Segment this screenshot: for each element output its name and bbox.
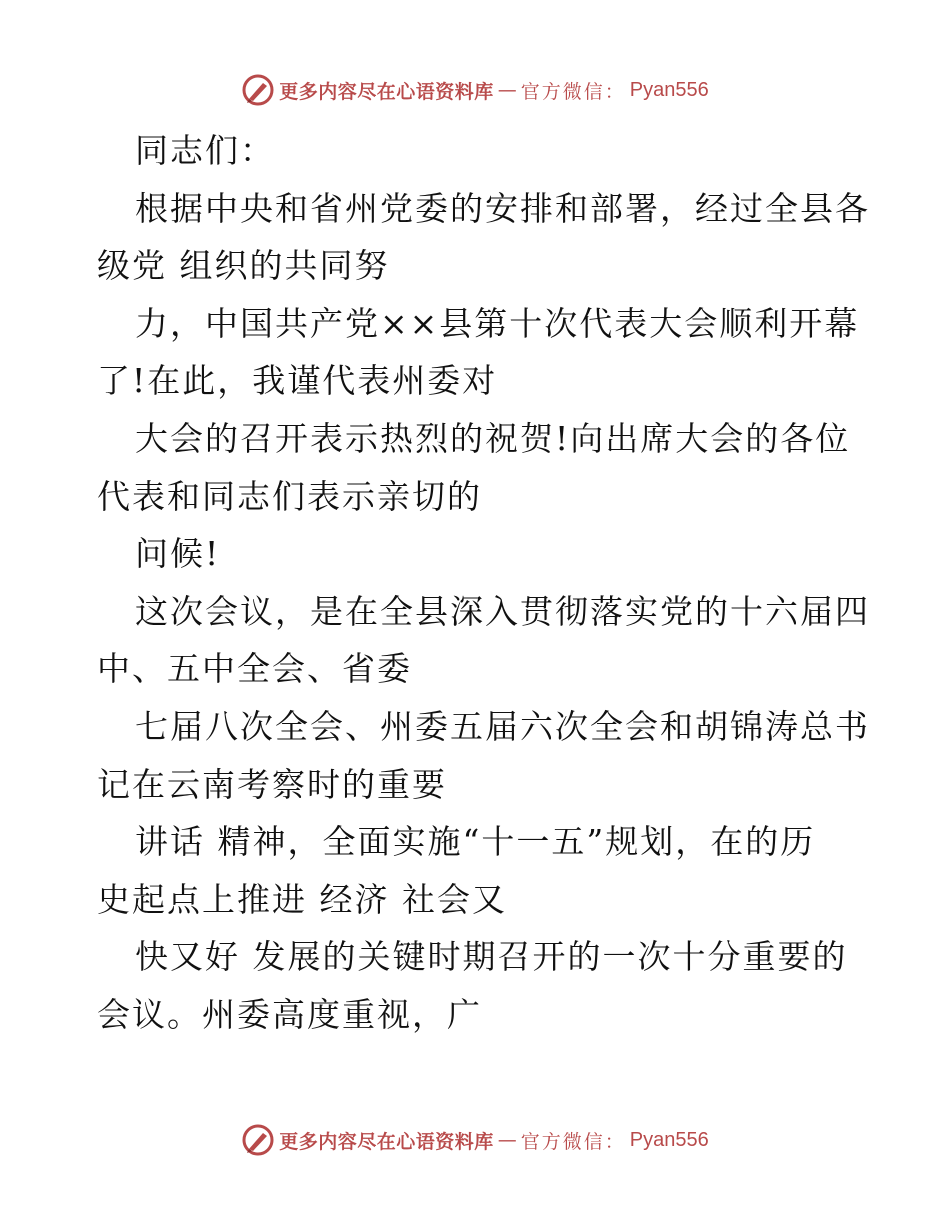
- text-line: 会议。州委高度重视，广: [97, 994, 482, 1034]
- watermark-wechat-id: Pyan556: [629, 1128, 709, 1151]
- watermark-wechat-id: Pyan556: [629, 78, 709, 101]
- text-line: 了!在此，我谨代表州委对: [97, 361, 498, 401]
- text-line: 级党 组织的共同努: [97, 246, 390, 286]
- salutation-line: 同志们：: [135, 131, 275, 170]
- text-line: 中、五中全会、省委: [97, 649, 412, 689]
- watermark-banner-bottom: [0, 1120, 950, 1160]
- text-line: 代表和同志们表示亲切的: [97, 476, 482, 516]
- text-line: 力，中国共产党××县第十次代表大会顺利开幕: [135, 303, 860, 343]
- text-line: 根据中央和省州党委的安排和部署，经过全县各: [135, 188, 870, 228]
- text-line: 这次会议，是在全县深入贯彻落实党的十六届四: [135, 591, 870, 631]
- text-line: 七届八次全会、州委五届六次全会和胡锦涛总书: [135, 706, 870, 746]
- watermark-content: [241, 1123, 709, 1157]
- document-body: [97, 122, 870, 1044]
- watermark-content: [241, 73, 709, 107]
- pen-logo-icon: [241, 73, 275, 107]
- watermark-dash: —: [497, 79, 517, 101]
- text-line: 快又好 发展的关键时期召开的一次十分重要的: [135, 937, 848, 977]
- watermark-wechat-label: 官方微信：: [520, 80, 626, 103]
- watermark-wechat-label: 官方微信：: [520, 1130, 626, 1153]
- watermark-banner-top: [0, 70, 950, 110]
- text-line: 史起点上推进 经济 社会又: [97, 879, 507, 919]
- text-line: 记在云南考察时的重要: [97, 764, 447, 804]
- watermark-promo-text: 更多内容尽在心语资料库: [279, 1130, 494, 1153]
- text-line: 讲话 精神，全面实施“十一五”规划，在的历: [135, 822, 816, 862]
- text-line: 问候!: [135, 534, 221, 574]
- watermark-promo-text: 更多内容尽在心语资料库: [279, 80, 494, 103]
- pen-logo-icon: [241, 1123, 275, 1157]
- watermark-dash: —: [497, 1129, 517, 1151]
- text-line: 大会的召开表示热烈的祝贺!向出席大会的各位: [135, 418, 851, 458]
